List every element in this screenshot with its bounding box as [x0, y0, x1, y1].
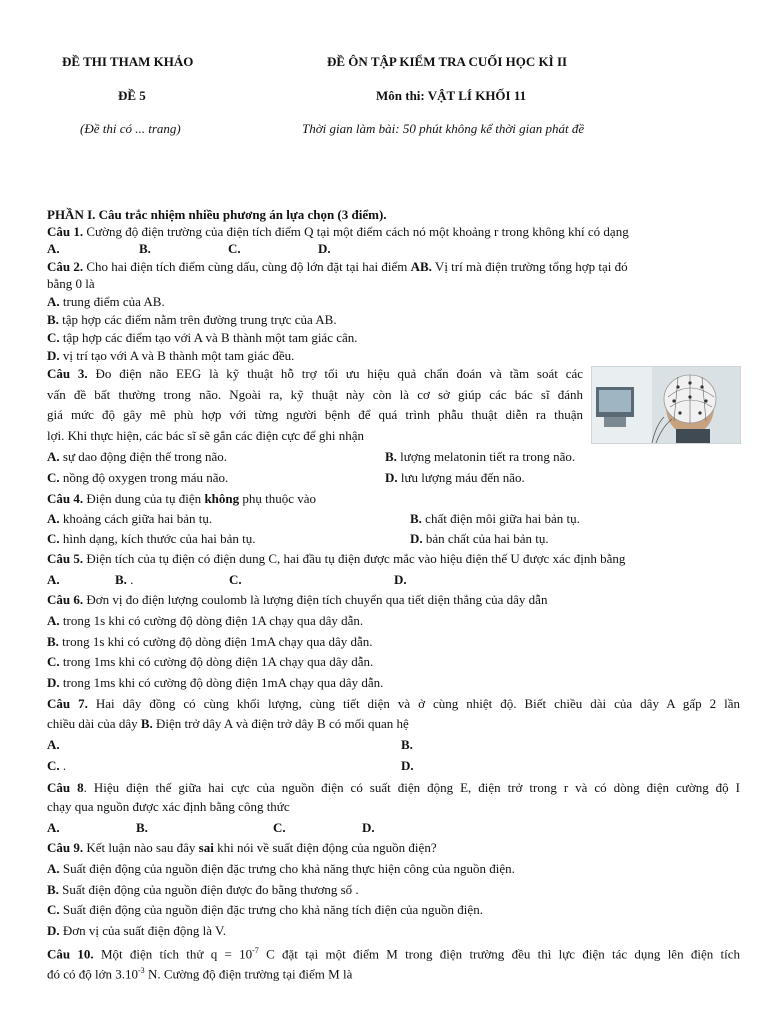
option-label: A.: [47, 613, 60, 628]
question-text-bold: không: [204, 491, 240, 506]
option-label: D.: [47, 348, 60, 363]
question-text: lợi. Khi thực hiện, các bác sĩ sẽ gắn các điện cực để ghi nhận: [47, 427, 364, 443]
question-9: [47, 840, 437, 856]
option-label: A.: [47, 511, 60, 526]
option-c: [47, 654, 373, 670]
option-text: Suất điện động của nguồn điện đặc trưng cho khả năng tích điện của nguồn điện.: [62, 902, 483, 917]
option-c: [47, 470, 228, 486]
eeg-illustration: [592, 367, 740, 443]
question-label: Câu 10.: [47, 946, 94, 962]
option-text: trong 1ms khi có cường độ dòng điện 1mA chạy qua dây dẫn.: [62, 675, 384, 690]
option-text: .: [126, 572, 134, 587]
option-text: trung điểm của AB.: [62, 294, 165, 309]
eeg-photo: [591, 366, 741, 444]
question-text: Điện dung của tụ điện: [86, 491, 205, 506]
question-label: Câu 4.: [47, 491, 84, 506]
page-count-note: (Đề thi có ... trang): [80, 121, 181, 136]
question-5: [47, 551, 625, 567]
option-text: lưu lượng máu đến não.: [400, 470, 525, 485]
option-d: [410, 531, 549, 547]
option-text: bản chất của hai bản tụ.: [425, 531, 549, 546]
question-6: [47, 592, 547, 608]
option-label: B.: [115, 572, 127, 587]
exam-type-title: ĐỀ THI THAM KHẢO: [62, 54, 194, 69]
question-label: Câu 5.: [47, 551, 84, 566]
option-d: [385, 470, 525, 486]
exam-code: ĐỀ 5: [118, 88, 146, 103]
option-text: trong 1s khi có cường độ dòng điện 1mA chạy qua dây dẫn.: [62, 634, 373, 649]
question-text: . Hiệu điện thế giữa hai cực của nguồn điện có suất điện động E, điện trở trong r và có dòng điện cường độ I: [83, 780, 740, 795]
option-text: Suất điện động của nguồn điện được đo bằng thương số .: [62, 882, 359, 897]
option-text: tập hợp các điểm tạo với A và B thành một tam giác cân.: [62, 330, 358, 345]
option-c: C.: [273, 820, 286, 835]
option-d: [47, 348, 294, 364]
option-text: Đơn vị của suất điện động là V.: [62, 923, 226, 938]
option-text: nồng độ oxygen trong máu não.: [62, 470, 229, 485]
question-text: N. Cường độ điện trường tại điểm M là: [144, 966, 353, 982]
option-label: B.: [47, 312, 59, 327]
question-label: Câu 8: [47, 780, 84, 795]
option-b: [47, 882, 359, 898]
exponent: -7: [252, 946, 259, 955]
question-7-cont: [47, 716, 409, 732]
exam-title: ĐỀ ÔN TẬP KIỂM TRA CUỐI HỌC KÌ II: [327, 54, 568, 69]
option-label: A.: [47, 294, 60, 309]
question-text-bold: AB.: [410, 259, 432, 274]
question-text: phụ thuộc vào: [239, 491, 317, 506]
question-text: Một điện tích thử q = 10: [100, 946, 253, 962]
option-b: B.: [136, 820, 148, 835]
option-c: C.: [229, 572, 242, 587]
question-label: Câu 1.: [47, 224, 84, 239]
option-b: [47, 634, 373, 650]
option-d: D.: [394, 572, 407, 587]
option-text: trong 1ms khi có cường độ dòng điện 1A chạy qua dây dẫn.: [62, 654, 374, 669]
question-text-bold: sai: [198, 840, 214, 855]
option-b: B.: [139, 241, 151, 256]
option-a: A.: [47, 820, 60, 835]
option-a: [47, 294, 165, 310]
section-title: PHẦN I. Câu trắc nhiệm nhiều phương án lựa chọn (3 điểm).: [47, 207, 387, 222]
question-7: [47, 694, 740, 715]
question-text: Cường độ điện trường của điện tích điểm Q tại một điểm cách nó một khoảng r trong không khí có dạng: [86, 224, 629, 239]
question-label: Câu 6.: [47, 592, 84, 607]
option-text: lượng melatonin tiết ra trong não.: [400, 449, 576, 464]
option-text: khoảng cách giữa hai bản tụ.: [62, 511, 213, 526]
exponent: -3: [138, 966, 145, 975]
question-text: Điện tích của tụ điện có điện dung C, hai đầu tụ điện được mắc vào hiệu điện thế U được xác định bằng: [86, 551, 626, 566]
option-d: D.: [401, 758, 414, 773]
option-c: [47, 330, 358, 346]
question-8: [47, 778, 740, 799]
option-d: [47, 923, 226, 939]
option-b: [410, 511, 580, 527]
option-a: A.: [47, 737, 60, 752]
question-10: [47, 941, 740, 965]
question-10-cont: [47, 963, 352, 982]
option-label: C.: [47, 531, 60, 546]
question-text: vấn đề bất thường trong não. Ngoài ra, kỹ thuật này còn là cơ sở giúp các bác sĩ đánh: [47, 386, 583, 402]
question-text: Hai dây đồng có cùng khối lượng, cùng tiết diện và ở cùng nhiệt độ. Biết chiều dài của dây A gấp 2 lần: [95, 696, 740, 711]
question-text: Kết luận nào sau đây: [86, 840, 199, 855]
option-label: C.: [47, 330, 60, 345]
option-a: [47, 861, 515, 877]
question-4: [47, 491, 316, 507]
option-c: [47, 531, 256, 547]
option-text: vị trí tạo với A và B thành một tam giác đều.: [62, 348, 295, 363]
option-text: hình dạng, kích thước của hai bản tụ.: [62, 531, 256, 546]
option-text: .: [59, 758, 67, 773]
option-c: C.: [228, 241, 241, 256]
question-text: Đo điện não EEG là kỹ thuật hỗ trợ tối ưu hiệu quả chẩn đoán và tầm soát các: [95, 366, 584, 381]
question-text: Cho hai điện tích điểm cùng dấu, cùng độ lớn đặt tại hai điểm: [86, 259, 411, 274]
question-1: [47, 224, 629, 240]
option-d: [47, 675, 383, 691]
option-label: A.: [47, 861, 60, 876]
option-label: C.: [47, 470, 60, 485]
question-label: Câu 3.: [47, 366, 88, 381]
option-label: D.: [47, 923, 60, 938]
question-text: Điện trở dây A và điện trở dây B có mối quan hệ: [152, 716, 409, 731]
question-text-bold: B.: [140, 716, 153, 731]
question-text: C đặt tại một điểm M trong điện trường đều thì lực điện tác dụng lên điện tích: [258, 946, 740, 962]
question-text: chiều dài của dây: [47, 716, 141, 731]
question-text: đó có độ lớn 3.10: [47, 966, 139, 982]
option-label: C.: [47, 902, 60, 917]
option-b: B.: [401, 737, 413, 752]
option-d: D.: [362, 820, 375, 835]
option-label: D.: [410, 531, 423, 546]
question-text: Vị trí mà điện trường tổng hợp tại đó: [431, 259, 628, 274]
question-2: [47, 259, 628, 275]
option-a: [47, 613, 363, 629]
question-text: giá mức độ gây mê phù hợp với từng người bệnh để quá trình phẫu thuật diễn ra thuận: [47, 407, 583, 422]
option-label: C.: [47, 758, 60, 773]
option-b: [115, 572, 133, 588]
option-label: B.: [47, 882, 59, 897]
option-text: sự dao động điện thế trong não.: [62, 449, 227, 464]
option-text: trong 1s khi có cường độ dòng điện 1A chạy qua dây dẫn.: [62, 613, 364, 628]
question-label: Câu 7.: [47, 696, 88, 711]
option-label: C.: [47, 654, 60, 669]
option-label: D.: [47, 675, 60, 690]
option-text: Suất điện động của nguồn điện đặc trưng cho khả năng thực hiện công của nguồn điện.: [62, 861, 515, 876]
option-b: [47, 312, 337, 328]
option-a: A.: [47, 241, 60, 256]
exam-subject: Môn thi: VẬT LÍ KHỐI 11: [376, 88, 527, 103]
exam-time: Thời gian làm bài: 50 phút không kể thời gian phát đề: [302, 121, 585, 136]
option-c: [47, 758, 66, 774]
option-a: A.: [47, 572, 60, 587]
option-label: B.: [47, 634, 59, 649]
question-text: khi nói về suất điện động của nguồn điện?: [213, 840, 437, 855]
question-label: Câu 2.: [47, 259, 84, 274]
option-b: [385, 449, 575, 465]
question-text: Đơn vị đo điện lượng coulomb là lượng điện tích chuyển qua tiết diện thẳng của dây dẫn: [86, 592, 548, 607]
option-label: D.: [385, 470, 398, 485]
question-label: Câu 9.: [47, 840, 84, 855]
option-c: [47, 902, 483, 918]
question-3: [47, 364, 583, 446]
question-8-cont: chạy qua nguồn được xác định bằng công thức: [47, 799, 290, 814]
option-a: [47, 449, 227, 465]
option-label: B.: [385, 449, 397, 464]
option-text: chất điện môi giữa hai bản tụ.: [425, 511, 580, 526]
option-label: B.: [410, 511, 422, 526]
question-2-cont: bằng 0 là: [47, 276, 95, 291]
option-text: tập hợp các điểm nằm trên đường trung trực của AB.: [62, 312, 337, 327]
option-d: D.: [318, 241, 331, 256]
option-a: [47, 511, 212, 527]
option-label: A.: [47, 449, 60, 464]
